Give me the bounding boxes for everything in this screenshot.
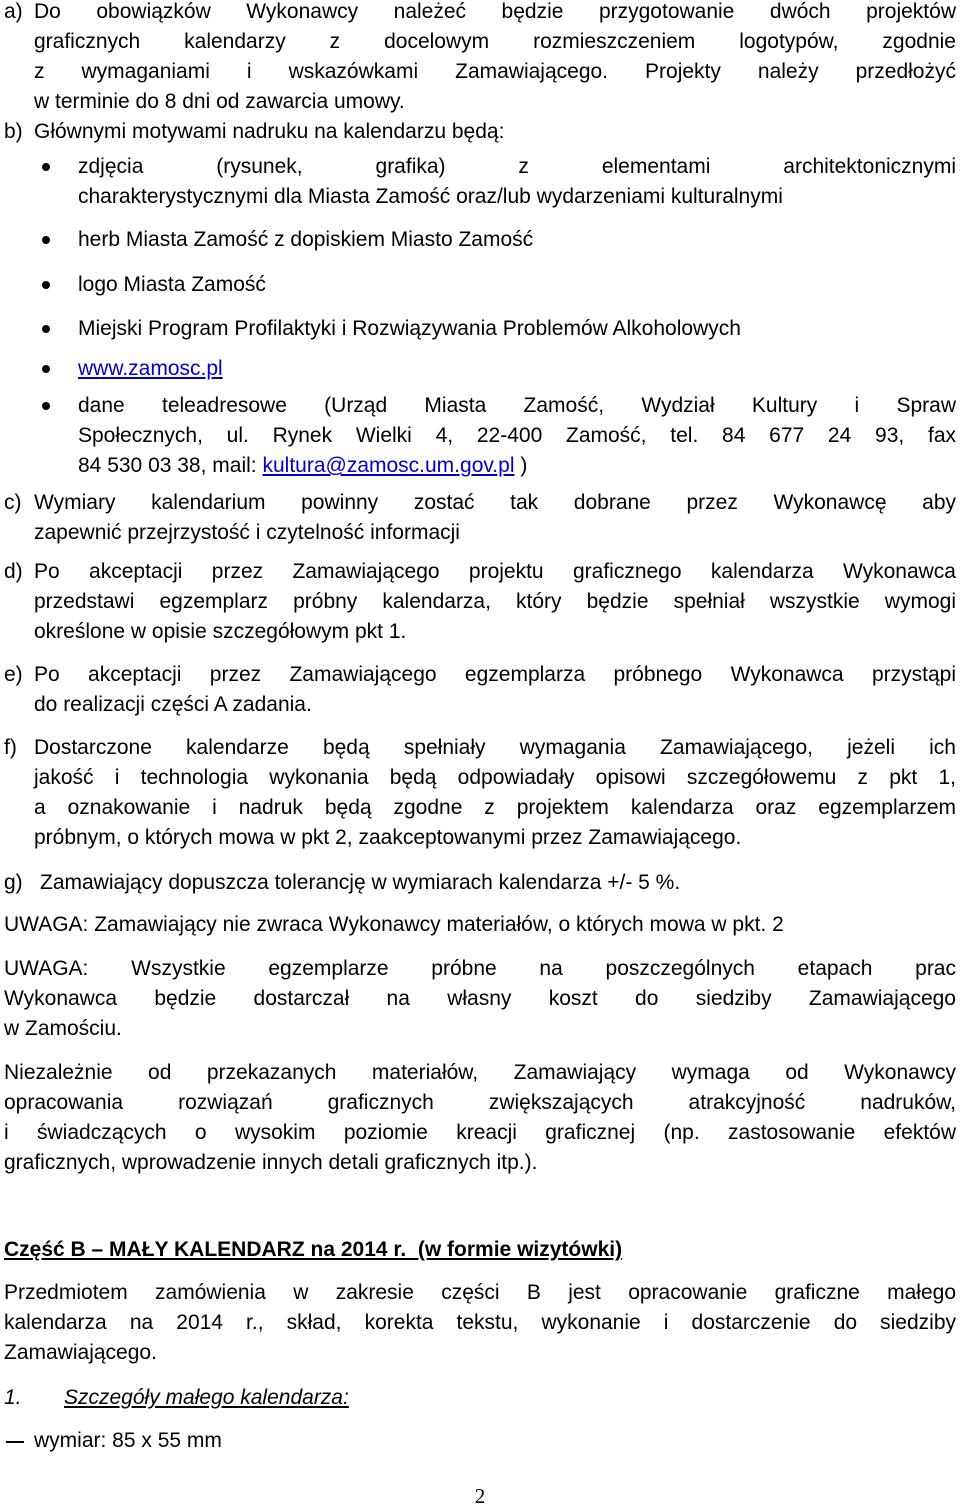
item-d-line-2: przedstawi egzemplarz próbny kalendarza, który będzie spełniał wszystkie wymogi [34, 590, 956, 613]
part-b-line-3: Zamawiającego. [4, 1341, 157, 1364]
note-niezaleznie-line-4: graficznych, wprowadzenie innych detali graficznych itp.). [4, 1151, 538, 1174]
item-f-line-2: jakość i technologia wykonania będą odpowiadały opisowi szczegółowemu z pkt 1, [34, 766, 956, 789]
item-f-line-3: a oznakowanie i nadruk będą zgodne z projektem kalendarza oraz egzemplarzem [34, 796, 956, 819]
page-number: 2 [474, 1484, 486, 1508]
bullet-dot [42, 163, 50, 171]
details-heading: Szczegóły małego kalendarza: [64, 1386, 349, 1409]
note-niezaleznie-line-1: Niezależnie od przekazanych materiałów, Zamawiający wymaga od Wykonawcy [4, 1061, 956, 1084]
note-uwaga-2-line-3: w Zamościu. [4, 1017, 122, 1040]
item-d-line-1: Po akceptacji przez Zamawiającego projektu graficznego kalendarza Wykonawca [34, 560, 956, 583]
item-a-marker: a) [4, 0, 23, 23]
details-number: 1. [4, 1386, 22, 1409]
note-uwaga-1: UWAGA: Zamawiający nie zwraca Wykonawcy materiałów, o których mowa w pkt. 2 [4, 913, 784, 936]
item-a-line-1: Do obowiązków Wykonawcy należeć będzie przygotowanie dwóch projektów [34, 0, 956, 23]
bullet-dot [42, 281, 50, 289]
dash-bullet [6, 1441, 24, 1443]
item-a-line-3: z wymaganiami i wskazówkami Zamawiającego. Projekty należy przedłożyć [34, 60, 956, 83]
bullet-dot [42, 236, 50, 244]
item-e-line-2: do realizacji części A zadania. [34, 693, 312, 716]
contact-line-3-suffix: ) [514, 454, 528, 477]
note-uwaga-2-line-2: Wykonawca będzie dostarczał na własny koszt do siedziby Zamawiającego [4, 987, 956, 1010]
part-b-line-2: kalendarza na 2014 r., skład, korekta tekstu, wykonanie i dostarczenie do siedziby [4, 1311, 956, 1334]
item-f-line-4: próbnym, o których mowa w pkt 2, zaakceptowanymi przez Zamawiającego. [34, 826, 742, 849]
part-b-heading: Część B – MAŁY KALENDARZ na 2014 r. (w formie wizytówki) [4, 1238, 623, 1261]
bullet-dot [42, 325, 50, 333]
item-e-line-1: Po akceptacji przez Zamawiającego egzemplarza próbnego Wykonawca przystąpi [34, 663, 956, 686]
item-d-line-3: określone w opisie szczegółowym pkt 1. [34, 620, 407, 643]
item-c-marker: c) [4, 491, 22, 514]
bullet-dot [42, 402, 50, 410]
item-g-marker: g) [4, 871, 23, 894]
part-b-line-1: Przedmiotem zamówienia w zakresie części B jest opracowanie graficzne małego [4, 1281, 956, 1304]
bullet-coat-of-arms-text: herb Miasta Zamość z dopiskiem Miasto Zamość [78, 228, 534, 251]
contact-line-2: Społecznych, ul. Rynek Wielki 4, 22-400 Zamość, tel. 84 677 24 93, fax [78, 424, 956, 447]
bullet-logo-text: logo Miasta Zamość [78, 273, 266, 296]
item-f-line-1: Dostarczone kalendarze będą spełniały wymagania Zamawiającego, jeżeli ich [34, 736, 956, 759]
bullet-dot [42, 365, 50, 373]
bullet-photos-line-2: charakterystycznymi dla Miasta Zamość oraz/lub wydarzeniami kulturalnymi [78, 185, 783, 208]
item-b-intro: Głównymi motywami nadruku na kalendarzu będą: [34, 120, 505, 143]
note-niezaleznie-line-3: i świadczących o wysokim poziomie kreacji graficznej (np. zastosowanie efektów [4, 1121, 956, 1144]
contact-line-3 [78, 451, 956, 481]
bullet-program-text: Miejski Program Profilaktyki i Rozwiązywania Problemów Alkoholowych [78, 317, 741, 340]
contact-line-1: dane teleadresowe (Urząd Miasta Zamość, Wydział Kultury i Spraw [78, 394, 956, 417]
item-f-marker: f) [4, 736, 17, 759]
item-c-line-1: Wymiary kalendarium powinny zostać tak dobrane przez Wykonawcę aby [34, 491, 956, 514]
item-d-marker: d) [4, 560, 23, 583]
item-e-marker: e) [4, 663, 23, 686]
bullet-photos-line-1: zdjęcia (rysunek, grafika) z elementami architektonicznymi [78, 155, 956, 178]
email-link[interactable]: kultura@zamosc.um.gov.pl [262, 454, 515, 477]
dimension-text: wymiar: 85 x 55 mm [34, 1429, 222, 1452]
item-a-line-2: graficznych kalendarzy z docelowym rozmieszczeniem logotypów, zgodnie [34, 30, 956, 53]
item-b-marker: b) [4, 120, 23, 143]
contact-line-3-prefix: 84 530 03 38, mail: [78, 454, 263, 477]
item-c-line-2: zapewnić przejrzystość i czytelność informacji [34, 521, 460, 544]
note-uwaga-2-line-1: UWAGA: Wszystkie egzemplarze próbne na poszczególnych etapach prac [4, 957, 956, 980]
item-a-line-4: w terminie do 8 dni od zawarcia umowy. [34, 90, 405, 113]
note-niezaleznie-line-2: opracowania rozwiązań graficznych zwiększających atrakcyjność nadruków, [4, 1091, 956, 1114]
website-link[interactable]: www.zamosc.pl [78, 357, 223, 380]
item-g-text: Zamawiający dopuszcza tolerancję w wymiarach kalendarza +/- 5 %. [40, 871, 681, 894]
